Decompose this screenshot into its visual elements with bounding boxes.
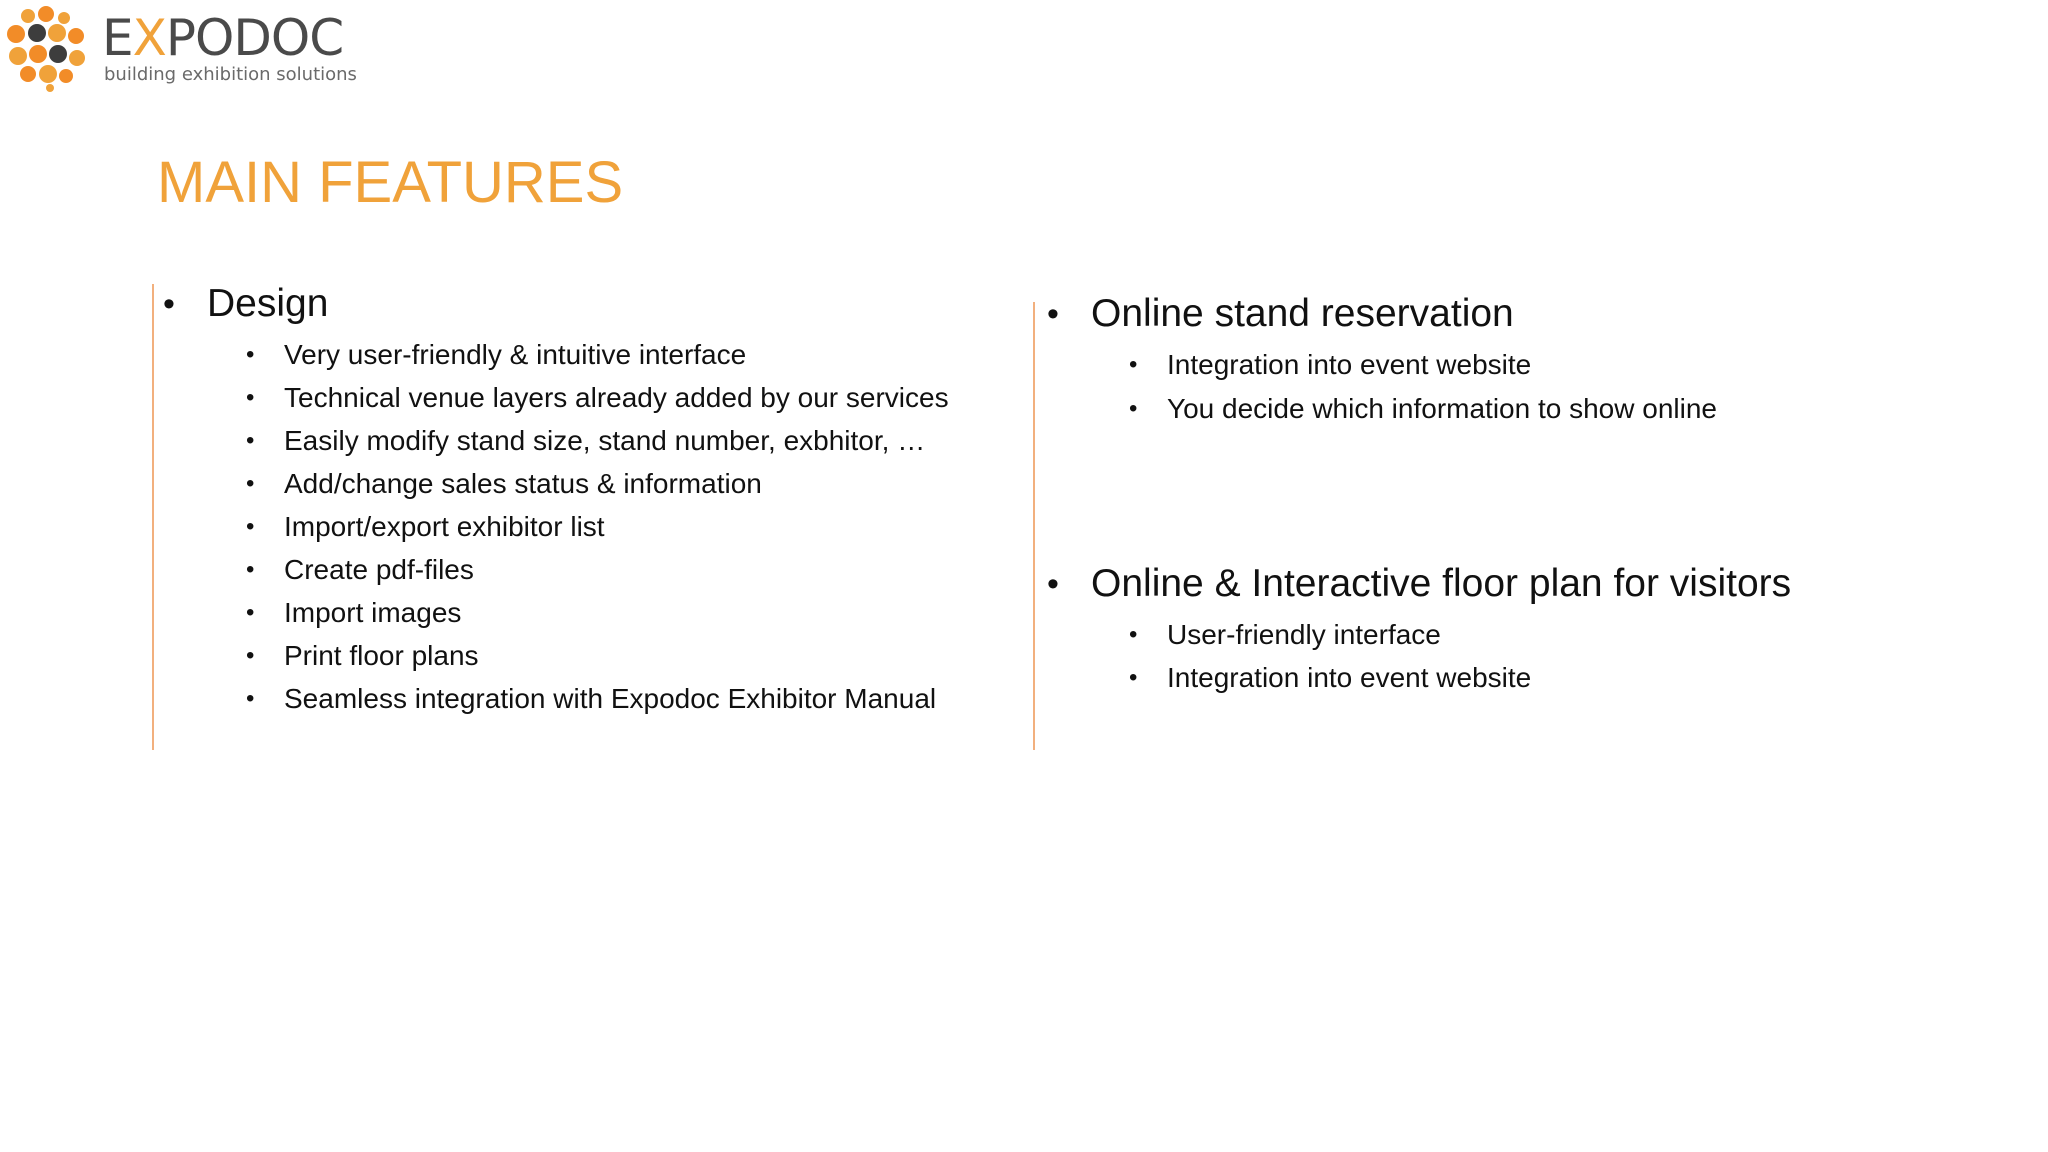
list-item	[1129, 392, 1717, 436]
design-heading-label: Design	[207, 282, 329, 325]
list-item	[246, 381, 949, 424]
bullet-icon: •	[163, 285, 175, 323]
bullet-icon: •	[246, 341, 255, 368]
list-item-label: User-friendly interface	[1167, 619, 1441, 650]
list-item-label: Import/export exhibitor list	[284, 511, 605, 542]
bullet-icon: •	[1047, 295, 1059, 333]
left-column-divider	[152, 284, 154, 750]
list-item-label: Import images	[284, 597, 462, 628]
bullet-icon: •	[1129, 664, 1138, 691]
list-item-label: Technical venue layers already added by our services	[284, 382, 949, 413]
list-item	[246, 467, 949, 510]
interactive-floorplan-heading-label: Online & Interactive floor plan for visitors	[1091, 562, 1792, 605]
design-heading	[163, 281, 329, 327]
logo-wordmark	[102, 10, 343, 66]
online-reservation-heading	[1047, 291, 1514, 337]
list-item-label: Easily modify stand size, stand number, exbhitor, …	[284, 425, 926, 456]
design-feature-list	[246, 338, 949, 725]
bullet-icon: •	[246, 427, 255, 454]
list-item	[1129, 618, 1531, 661]
list-item-label: Print floor plans	[284, 640, 479, 671]
bullet-icon: •	[246, 685, 255, 712]
bullet-icon: •	[1129, 351, 1138, 378]
bullet-icon: •	[246, 470, 255, 497]
list-item-label: You decide which information to show online	[1167, 393, 1717, 424]
expodoc-logo	[4, 6, 357, 92]
bullet-icon: •	[1129, 395, 1138, 422]
list-item	[246, 424, 949, 467]
bullet-icon: •	[246, 599, 255, 626]
honeycomb-logo-icon	[4, 6, 92, 92]
bullet-icon: •	[246, 642, 255, 669]
slide-title: MAIN FEATURES	[157, 150, 624, 215]
list-item-label: Very user-friendly & intuitive interface	[284, 339, 747, 370]
list-item-label: Create pdf-files	[284, 554, 474, 585]
bullet-icon: •	[246, 513, 255, 540]
bullet-icon: •	[1129, 621, 1138, 648]
bullet-icon: •	[246, 384, 255, 411]
list-item	[246, 553, 949, 596]
list-item-label: Integration into event website	[1167, 662, 1532, 693]
list-item-label: Add/change sales status & information	[284, 468, 762, 499]
online-reservation-list	[1129, 348, 1717, 436]
interactive-floorplan-list	[1129, 618, 1532, 704]
right-column-divider	[1033, 302, 1035, 750]
logo-tagline: building exhibition solutions	[104, 64, 357, 85]
list-item-label: Seamless integration with Expodoc Exhibitor Manual	[284, 683, 937, 714]
interactive-floorplan-heading	[1047, 561, 1792, 607]
logo-wordmark-e: E	[102, 9, 133, 67]
list-item	[246, 682, 949, 725]
list-item	[1129, 348, 1717, 392]
list-item	[246, 596, 949, 639]
online-reservation-heading-label: Online stand reservation	[1091, 292, 1514, 335]
list-item	[246, 338, 949, 381]
bullet-icon: •	[1047, 565, 1059, 603]
logo-wordmark-rest: PODOC	[165, 9, 344, 67]
list-item	[246, 639, 949, 682]
bullet-icon: •	[246, 556, 255, 583]
list-item	[246, 510, 949, 553]
list-item-label: Integration into event website	[1167, 349, 1532, 380]
list-item	[1129, 661, 1532, 704]
logo-wordmark-x: X	[132, 9, 166, 67]
